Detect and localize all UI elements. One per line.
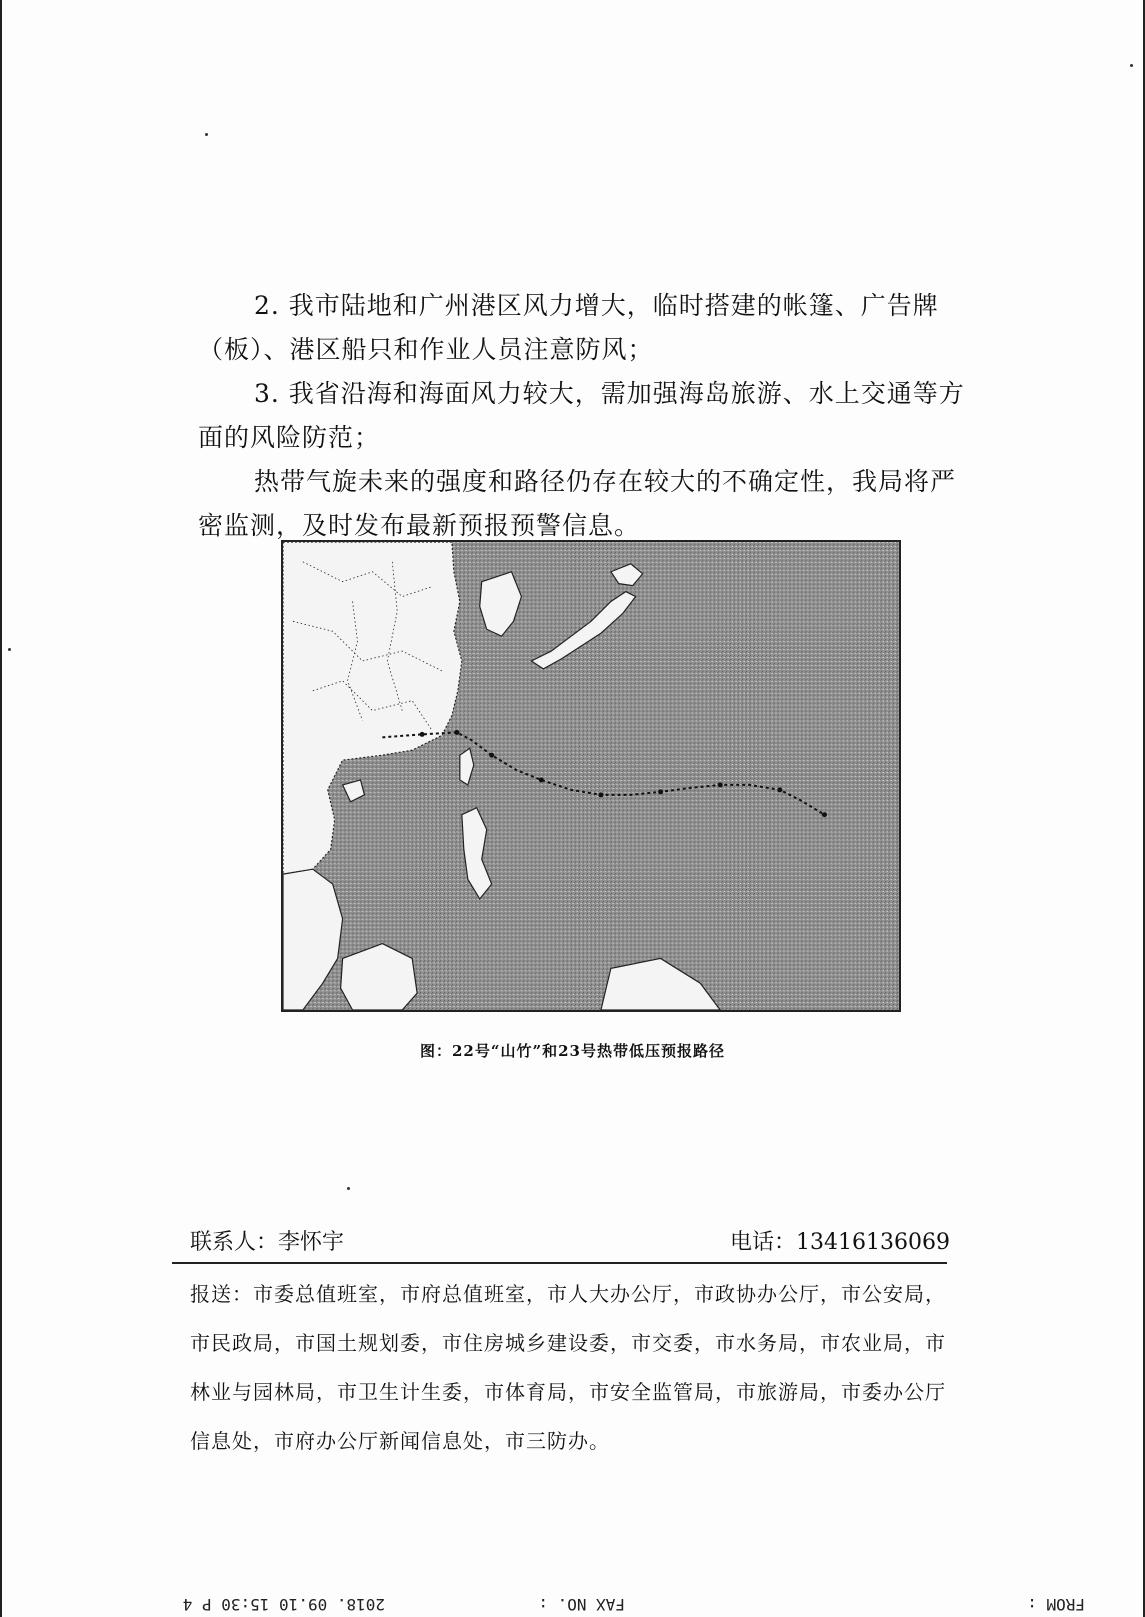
paragraph-item-2: 2. 我市陆地和广州港区风力增大，临时搭建的帐篷、广告牌（板）、港区船只和作业人员注意防风；	[198, 291, 939, 364]
fax-timestamp: 2018. 09.10 15:30 P 4	[182, 1595, 385, 1614]
contact-row	[190, 1225, 950, 1259]
contact-phone: 电话：13416136069	[730, 1230, 950, 1255]
paragraph-closing: 热带气旋未来的强度和路径仍存在较大的不确定性，我局将严密监测，及时发布最新预报预警信息。	[198, 467, 957, 540]
map-svg	[283, 542, 899, 1010]
forecast-track-map	[281, 540, 901, 1012]
contact-person: 联系人：李怀宇	[190, 1230, 345, 1255]
scan-speck	[8, 648, 11, 651]
scan-speck	[1130, 64, 1133, 67]
figure-caption: 图：22号“山竹”和23号热带低压预报路径	[419, 1042, 725, 1060]
fax-transmission-header	[0, 1590, 1145, 1614]
scan-edge-left	[0, 0, 2, 1617]
distribution-list: 报送：市委总值班室，市府总值班室，市人大办公厅，市政协办公厅，市公安局，市民政局，市国土规划委，市住房城乡建设委，市交委，市水务局，市农业局，市林业与园林局，市卫生计生委，市体育局，市安全监管局，市旅游局，市委办公厅信息处，市府办公厅新闻信息处，市三防办。	[190, 1282, 946, 1453]
scan-speck	[347, 1187, 350, 1190]
divider-rule	[172, 1262, 947, 1264]
fax-number-label: FAX NO. :	[538, 1595, 625, 1614]
paragraph-item-3: 3. 我省沿海和海面风力较大，需加强海岛旅游、水上交通等方面的风险防范；	[198, 379, 965, 452]
fax-from-label: FROM :	[1027, 1595, 1085, 1614]
scan-speck	[205, 133, 208, 136]
